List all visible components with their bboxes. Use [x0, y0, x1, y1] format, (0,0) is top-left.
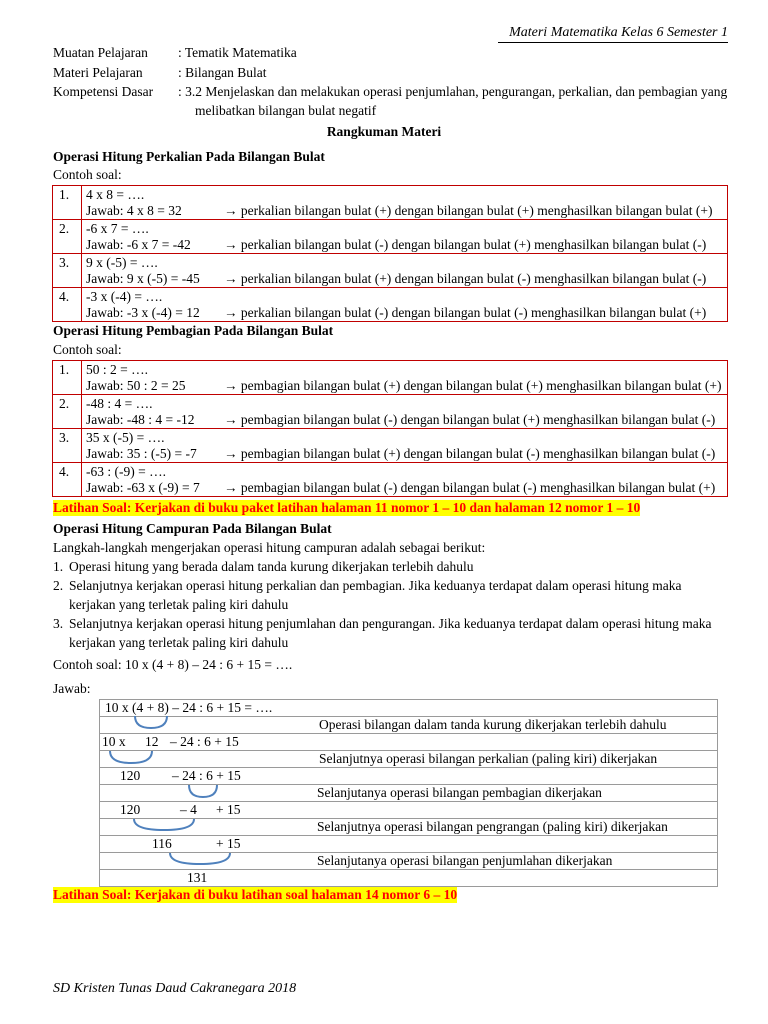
row-number: 1.: [53, 186, 82, 220]
work-expression: + 15: [216, 802, 241, 817]
row-number: 3.: [53, 254, 82, 288]
work-expression: – 24 : 6 + 15: [172, 768, 241, 783]
question: 35 x (-5) = ….: [86, 430, 165, 445]
note: → perkalian bilangan bulat (-) dengan bilangan bulat (+) menghasilkan bilangan bulat (-): [224, 237, 707, 252]
mixed-intro: Langkah-langkah mengerjakan operasi hitung campuran adalah sebagai berikut:: [53, 540, 486, 555]
multiplication-title: Operasi Hitung Perkalian Pada Bilangan Bulat: [53, 149, 325, 164]
note: → pembagian bilangan bulat (+) dengan bilangan bulat (-) menghasilkan bilangan bulat (-): [224, 446, 716, 461]
work-expression: 120: [120, 802, 141, 817]
note: → pembagian bilangan bulat (-) dengan bilangan bulat (-) menghasilkan bilangan bulat (+): [224, 480, 716, 495]
row-number: 1.: [53, 361, 82, 395]
work-expression: 131: [187, 870, 208, 885]
work-expression: – 4: [180, 802, 197, 817]
work-expression: + 15: [216, 836, 241, 851]
division-title: Operasi Hitung Pembagian Pada Bilangan Bulat: [53, 323, 334, 338]
note: → perkalian bilangan bulat (+) dengan bilangan bulat (-) menghasilkan bilangan bulat (-): [224, 271, 707, 286]
work-note: Selanjutanya operasi bilangan pembagian dikerjakan: [317, 785, 602, 800]
answer: Jawab: 50 : 2 = 25: [86, 378, 186, 393]
brace-mark: [134, 819, 194, 830]
question: -6 x 7 = ….: [86, 221, 149, 236]
note: → perkalian bilangan bulat (-) dengan bilangan bulat (-) menghasilkan bilangan bulat (+): [224, 305, 707, 320]
meta-value: : 3.2 Menjelaskan dan melakukan operasi penjumlahan, pengurangan, perkalian, dan pembagian yang: [178, 84, 728, 99]
step-text: Selanjutnya kerjakan operasi hitung perkalian dan pembagian. Jika keduanya terdapat dalam operasi hitung maka: [69, 578, 682, 593]
page-header: Materi Matematika Kelas 6 Semester 1: [498, 25, 728, 43]
brace-mark: [110, 751, 152, 763]
mixed-title: Operasi Hitung Campuran Pada Bilangan Bulat: [53, 521, 332, 536]
meta-value: : Tematik Matematika: [178, 45, 297, 60]
step-number: 3.: [53, 616, 64, 631]
exercise-highlight-2: Latihan Soal: Kerjakan di buku latihan soal halaman 14 nomor 6 – 10: [53, 887, 458, 902]
meta-key: Kompetensi Dasar: [53, 84, 154, 99]
work-expression: 10 x (4 + 8) – 24 : 6 + 15 = ….: [105, 700, 273, 715]
work-expression: 116: [152, 836, 172, 851]
question: -48 : 4 = ….: [86, 396, 153, 411]
note: → pembagian bilangan bulat (-) dengan bilangan bulat (+) menghasilkan bilangan bulat (-): [224, 412, 716, 427]
meta-value-cont: melibatkan bilangan bulat negatif: [195, 103, 377, 118]
step-text-cont: kerjakan yang terletak paling kiri dahulu: [69, 635, 289, 650]
question: 9 x (-5) = ….: [86, 255, 158, 270]
exercise-highlight-1: Latihan Soal: Kerjakan di buku paket latihan halaman 11 nomor 1 – 10 dan halaman 12 nomor 1 – 10: [53, 500, 641, 515]
question: 50 : 2 = ….: [86, 362, 148, 377]
step-number: 1.: [53, 559, 64, 574]
step-text: Operasi hitung yang berada dalam tanda kurung dikerjakan terlebih dahulu: [69, 559, 474, 574]
meta-key: Muatan Pelajaran: [53, 45, 148, 60]
brace-mark: [189, 785, 217, 797]
brace-mark: [135, 716, 167, 728]
row-number: 2.: [53, 395, 82, 429]
answer: Jawab: 4 x 8 = 32: [86, 203, 182, 218]
work-expression: – 24 : 6 + 15: [170, 734, 239, 749]
work-note: Operasi bilangan dalam tanda kurung dikerjakan terlebih dahulu: [319, 717, 667, 732]
work-expression: 10 x: [102, 734, 126, 749]
row-number: 4.: [53, 463, 82, 497]
work-note: Selanjutnya operasi bilangan perkalian (paling kiri) dikerjakan: [319, 751, 658, 766]
work-note: Selanjutanya operasi bilangan penjumlahan dikerjakan: [317, 853, 613, 868]
step-text: Selanjutnya kerjakan operasi hitung penjumlahan dan pengurangan. Jika keduanya terdapat dalam operasi hitung maka: [69, 616, 712, 631]
summary-title: Rangkuman Materi: [326, 124, 442, 139]
mixed-example: Contoh soal: 10 x (4 + 8) – 24 : 6 + 15 = ….: [53, 657, 293, 672]
step-text-cont: kerjakan yang terletak paling kiri dahulu: [69, 597, 289, 612]
row-number: 4.: [53, 288, 82, 322]
answer: Jawab: -3 x (-4) = 12: [86, 305, 200, 320]
row-number: 3.: [53, 429, 82, 463]
page-footer: SD Kristen Tunas Daud Cakranegara 2018: [53, 981, 297, 996]
step-number: 2.: [53, 578, 64, 593]
meta-key: Materi Pelajaran: [53, 65, 143, 80]
brace-mark: [170, 853, 230, 864]
answer: Jawab: 35 : (-5) = -7: [86, 446, 197, 461]
meta-value: : Bilangan Bulat: [178, 65, 267, 80]
question: -63 : (-9) = ….: [86, 464, 166, 479]
work-expression: 12: [145, 734, 159, 749]
mixed-jawab: Jawab:: [53, 681, 91, 696]
question: -3 x (-4) = ….: [86, 289, 163, 304]
note: → pembagian bilangan bulat (+) dengan bilangan bulat (+) menghasilkan bilangan bulat (+): [224, 378, 722, 393]
work-expression: 120: [120, 768, 141, 783]
answer: Jawab: -48 : 4 = -12: [86, 412, 195, 427]
row-number: 2.: [53, 220, 82, 254]
answer: Jawab: -6 x 7 = -42: [86, 237, 191, 252]
answer: Jawab: -63 x (-9) = 7: [86, 480, 200, 495]
answer: Jawab: 9 x (-5) = -45: [86, 271, 200, 286]
question: 4 x 8 = ….: [86, 187, 145, 202]
work-note: Selanjutnya operasi bilangan pengrangan (paling kiri) dikerjakan: [317, 819, 668, 834]
multiplication-contoh: Contoh soal:: [53, 167, 122, 182]
note: → perkalian bilangan bulat (+) dengan bilangan bulat (+) menghasilkan bilangan bulat (+): [224, 203, 713, 218]
division-contoh: Contoh soal:: [53, 342, 122, 357]
